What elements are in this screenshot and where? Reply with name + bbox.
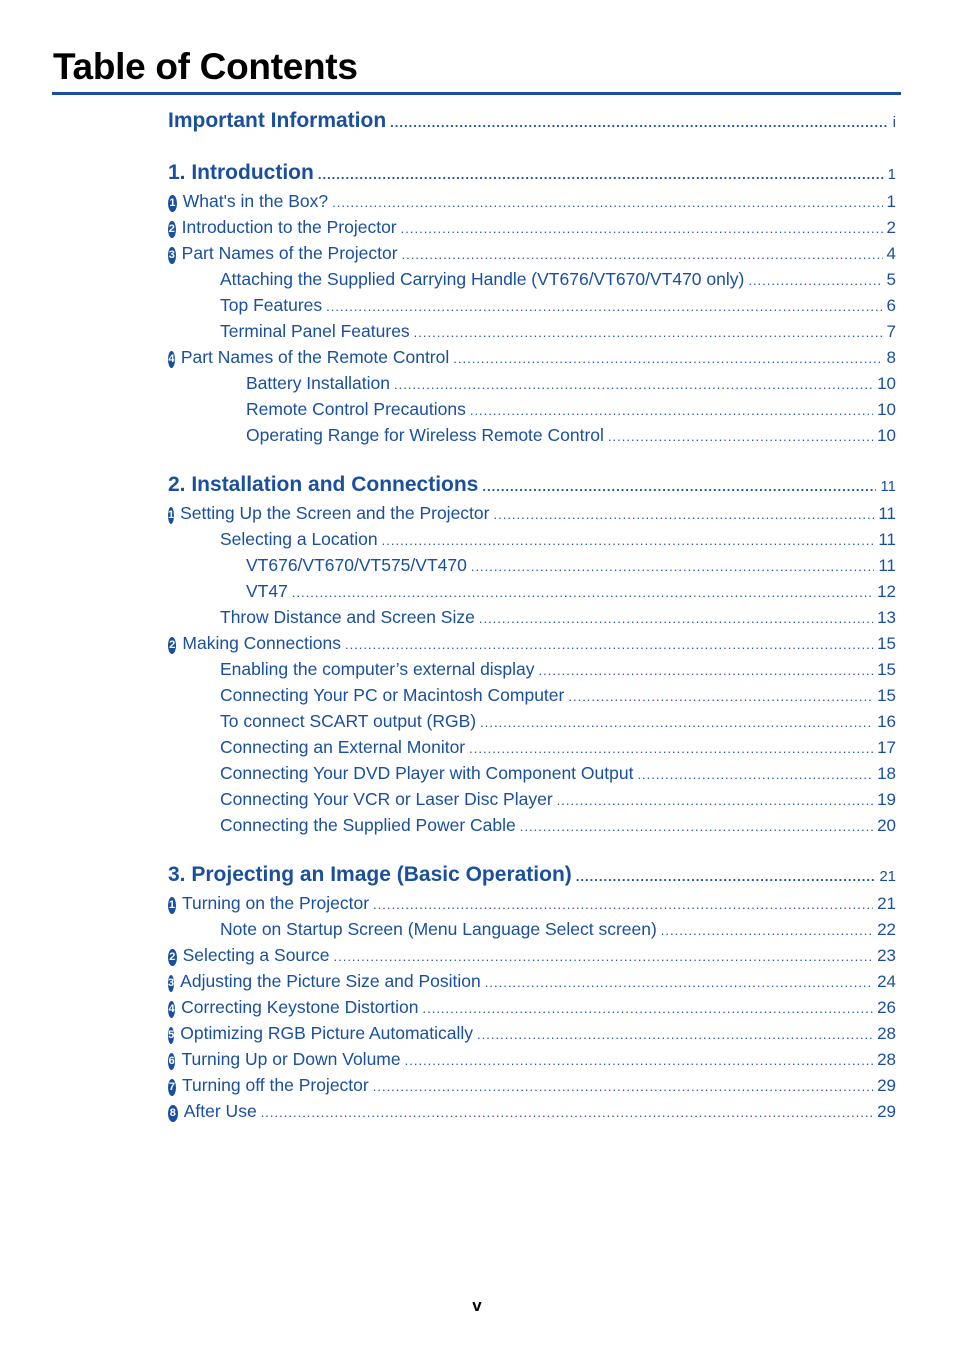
toc-label: Turning on the Projector [181, 893, 370, 913]
toc-label: Making Connections [182, 633, 341, 653]
toc-label: Throw Distance and Screen Size [220, 607, 475, 627]
toc-page-number: 29 [877, 1102, 896, 1121]
toc-item[interactable] [168, 344, 896, 370]
toc-subsubitem[interactable] [168, 552, 896, 578]
toc-subitem[interactable] [168, 812, 896, 838]
toc-page-number: 11 [878, 556, 896, 575]
toc-page-number: 11 [880, 478, 896, 495]
dot-leader [471, 554, 875, 580]
dot-leader [485, 970, 873, 996]
toc-label: Connecting Your VCR or Laser Disc Player [220, 789, 553, 809]
toc-heading-important-information[interactable] [168, 106, 896, 136]
toc-label: Part Names of the Remote Control [180, 347, 450, 367]
toc-label: Remote Control Precautions [246, 399, 466, 419]
number-badge-icon: 4 [168, 351, 175, 368]
toc-page-number: 8 [886, 348, 896, 367]
toc-page-number: 16 [877, 712, 896, 731]
dot-leader [479, 606, 873, 632]
toc-page-number: 12 [877, 582, 896, 601]
dot-leader [326, 294, 882, 320]
dot-leader [373, 1074, 873, 1100]
toc-page-number: 23 [877, 946, 896, 965]
toc-page-number: 20 [877, 816, 896, 835]
toc-page-number: 11 [878, 530, 896, 549]
toc-subsubitem[interactable] [168, 578, 896, 604]
toc-item[interactable] [168, 240, 896, 266]
toc-page-number: 13 [877, 608, 896, 627]
number-badge-icon: 3 [168, 247, 176, 264]
toc-page-number: 18 [877, 764, 896, 783]
toc-subitem[interactable] [168, 266, 896, 292]
toc-page-number: 22 [877, 920, 896, 939]
number-badge-icon: 6 [168, 1053, 175, 1070]
toc-label: Operating Range for Wireless Remote Control [246, 425, 604, 445]
toc-item[interactable] [168, 942, 896, 968]
toc-item[interactable] [168, 1046, 896, 1072]
toc-page-number: 6 [886, 296, 896, 315]
toc-subitem[interactable] [168, 682, 896, 708]
toc-label: Important Information [168, 109, 387, 132]
number-badge-icon: 7 [168, 1079, 176, 1096]
toc-item[interactable] [168, 994, 896, 1020]
number-badge-icon: 1 [168, 507, 174, 524]
dot-leader [332, 190, 882, 216]
toc-label: VT676/VT670/VT575/VT470 [246, 555, 467, 575]
page-title: Table of Contents [53, 46, 358, 87]
toc-item[interactable] [168, 500, 896, 526]
toc-page-number: 15 [877, 660, 896, 679]
toc-subitem[interactable] [168, 916, 896, 942]
toc-label: Adjusting the Picture Size and Position [180, 971, 481, 991]
dot-leader [401, 216, 883, 242]
dot-leader [469, 736, 873, 762]
toc-subitem[interactable] [168, 604, 896, 630]
dot-leader [480, 710, 873, 736]
toc-page-number: 10 [877, 400, 896, 419]
toc-page-number: i [892, 114, 896, 131]
toc-label: Optimizing RGB Picture Automatically [180, 1023, 474, 1043]
dot-leader [261, 1100, 873, 1126]
dot-leader [382, 528, 875, 554]
toc-page-number: 1 [887, 166, 896, 183]
toc-subitem[interactable] [168, 318, 896, 344]
toc-label: To connect SCART output (RGB) [220, 711, 477, 731]
number-badge-icon: 2 [168, 637, 176, 654]
dot-leader [576, 862, 876, 892]
toc-item[interactable] [168, 188, 896, 214]
toc-label: Terminal Panel Features [220, 321, 410, 341]
toc-page-number: 10 [877, 374, 896, 393]
toc-label: Attaching the Supplied Carrying Handle (VT676/VT670/VT470 only) [220, 269, 745, 289]
toc-page-number: 11 [878, 504, 896, 523]
dot-leader [414, 320, 883, 346]
toc-page-number: 29 [877, 1076, 896, 1095]
toc-label: Part Names of the Projector [181, 243, 398, 263]
toc-page-number: 5 [886, 270, 896, 289]
toc-item[interactable] [168, 1098, 896, 1124]
dot-leader [539, 658, 874, 684]
toc-label: Connecting Your DVD Player with Component Output [220, 763, 634, 783]
toc-heading-installation[interactable] [168, 470, 896, 500]
toc-label: Turning off the Projector [181, 1075, 369, 1095]
dot-leader [477, 1022, 873, 1048]
dot-leader [405, 1048, 873, 1074]
toc-label: Enabling the computer’s external display [220, 659, 535, 679]
toc-page-number: 28 [877, 1024, 896, 1043]
toc-subitem[interactable] [168, 786, 896, 812]
toc-item[interactable] [168, 630, 896, 656]
toc-subsubitem[interactable] [168, 422, 896, 448]
toc-label: VT47 [246, 581, 288, 601]
number-badge-icon: 2 [168, 221, 176, 238]
toc-label: Selecting a Location [220, 529, 378, 549]
toc-label: 1. Introduction [168, 161, 314, 184]
toc-page-number: 17 [877, 738, 896, 757]
toc-label: Connecting Your PC or Macintosh Computer [220, 685, 565, 705]
toc-page-number: 21 [879, 868, 896, 885]
toc-page-number: 24 [877, 972, 896, 991]
number-badge-icon: 8 [168, 1105, 178, 1122]
toc-item[interactable] [168, 968, 896, 994]
toc-page-number: 7 [886, 322, 896, 341]
title-rule [52, 92, 901, 95]
toc-page-number: 15 [877, 634, 896, 653]
number-badge-icon: 5 [168, 1027, 174, 1044]
toc-label: 3. Projecting an Image (Basic Operation) [168, 863, 572, 886]
toc-page-number: 15 [877, 686, 896, 705]
dot-leader [402, 242, 883, 268]
toc-label: 2. Installation and Connections [168, 473, 479, 496]
toc-page-number: 10 [877, 426, 896, 445]
dot-leader [557, 788, 873, 814]
toc-item[interactable] [168, 890, 896, 916]
number-badge-icon: 2 [168, 949, 177, 966]
toc-label: What's in the Box? [182, 191, 329, 211]
dot-leader [661, 918, 873, 944]
number-badge-icon: 4 [168, 1001, 175, 1018]
toc-heading-introduction[interactable] [168, 158, 896, 188]
dot-leader [345, 632, 873, 658]
dot-leader [568, 684, 873, 710]
dot-leader [318, 160, 884, 190]
toc-subitem[interactable] [168, 526, 896, 552]
dot-leader [422, 996, 873, 1022]
toc-label: Note on Startup Screen (Menu Language Select screen) [220, 919, 657, 939]
toc-item[interactable] [168, 1020, 896, 1046]
toc-label: Top Features [220, 295, 323, 315]
toc-label: After Use [183, 1101, 257, 1121]
dot-leader [292, 580, 873, 606]
number-badge-icon: 1 [168, 195, 177, 212]
dot-leader [748, 268, 882, 294]
number-badge-icon: 1 [168, 897, 176, 914]
toc-subitem[interactable] [168, 708, 896, 734]
dot-leader [333, 944, 873, 970]
toc-page-number: 19 [877, 790, 896, 809]
toc-label: Introduction to the Projector [181, 217, 397, 237]
dot-leader [373, 892, 873, 918]
toc-label: Correcting Keystone Distortion [181, 997, 419, 1017]
toc-subsubitem[interactable] [168, 396, 896, 422]
toc-subitem[interactable] [168, 656, 896, 682]
toc-label: Connecting the Supplied Power Cable [220, 815, 516, 835]
toc-item[interactable] [168, 1072, 896, 1098]
dot-leader [520, 814, 873, 840]
toc-page-number: 1 [886, 192, 896, 211]
toc-list [168, 106, 896, 1124]
toc-label: Turning Up or Down Volume [181, 1049, 401, 1069]
toc-item[interactable] [168, 214, 896, 240]
dot-leader [453, 346, 882, 372]
dot-leader [493, 502, 874, 528]
toc-label: Connecting an External Monitor [220, 737, 466, 757]
toc-subitem[interactable] [168, 292, 896, 318]
toc-subitem[interactable] [168, 734, 896, 760]
toc-page-number: 2 [886, 218, 896, 237]
dot-leader [482, 472, 876, 502]
toc-page-number: 26 [877, 998, 896, 1017]
number-badge-icon: 3 [168, 975, 174, 992]
dot-leader [637, 762, 873, 788]
toc-label: Battery Installation [246, 373, 390, 393]
dot-leader [470, 398, 873, 424]
dot-leader [390, 108, 889, 138]
toc-page-number: 21 [877, 894, 896, 913]
toc-page-number: 28 [877, 1050, 896, 1069]
toc-subsubitem[interactable] [168, 370, 896, 396]
dot-leader [394, 372, 873, 398]
toc-page-number: 4 [886, 244, 896, 263]
page-number-footer: v [472, 1296, 482, 1315]
dot-leader [608, 424, 873, 450]
toc-subitem[interactable] [168, 760, 896, 786]
toc-label: Selecting a Source [182, 945, 330, 965]
toc-heading-projecting[interactable] [168, 860, 896, 890]
toc-label: Setting Up the Screen and the Projector [180, 503, 490, 523]
